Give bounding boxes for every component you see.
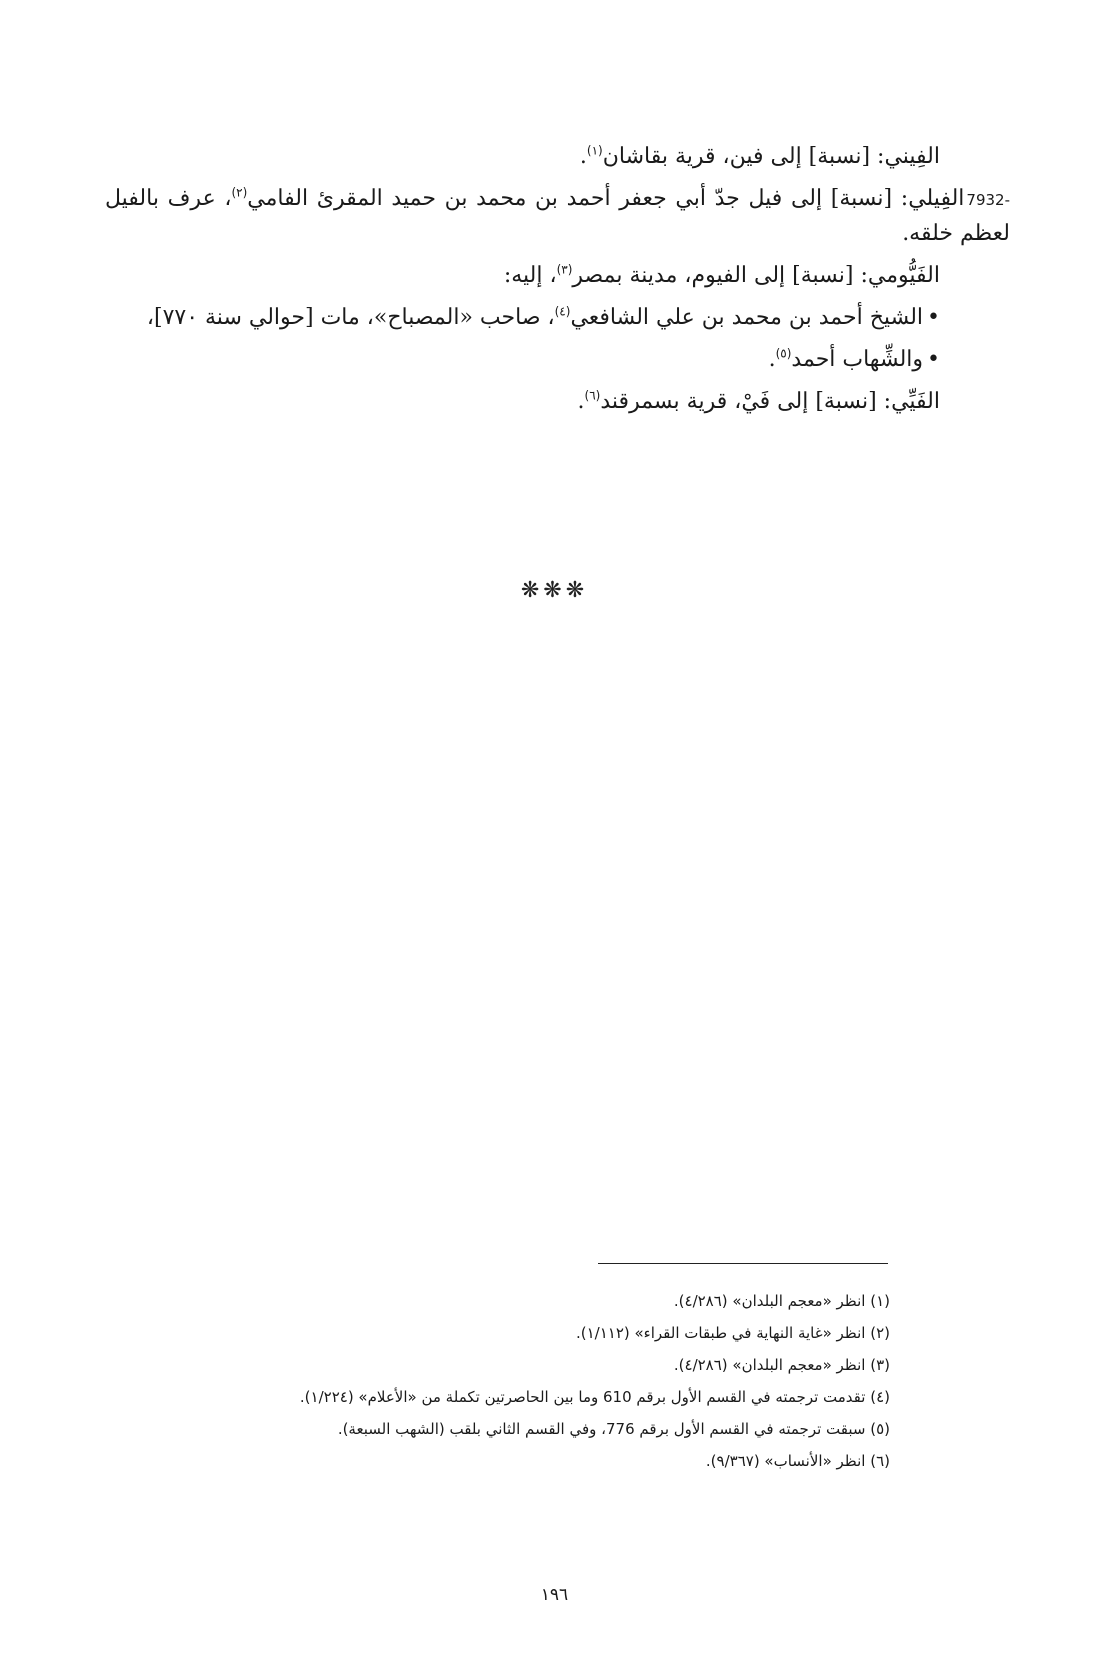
section-separator-icon: ❋❋❋: [520, 578, 589, 603]
footnote-1: (١) انظر «معجم البلدان» (٤/٢٨٦).: [673, 1292, 890, 1310]
footnote-marker: (٣): [556, 262, 573, 277]
entry-finy: الفِيني: [نسبة] إلى فين، قرية بقاشان$^{(١)}$.: [579, 143, 940, 169]
footnote-2: (٢) انظر «غاية النهاية في طبقات القراء» (١/١١٢).: [575, 1324, 890, 1342]
entry-fayyumi: الفَيُّومي: [نسبة] إلى الفيوم، مدينة بمصر$^{(٣)}$، إليه:: [503, 262, 940, 288]
footnote-5: (٥) سبقت ترجمته في القسم الأول برقم 776، وفي القسم الثاني بلقب (الشهب السبعة).: [337, 1420, 890, 1438]
footnote-4: (٤) تقدمت ترجمته في القسم الأول برقم 610 وما بين الحاصرتين تكملة من «الأعلام» (١/٢٢٤).: [299, 1388, 890, 1406]
entry-7932-fili: 7932-الفِيلي: [نسبة] إلى فيل جدّ أبي جعفر أحمد بن محمد بن حميد المقرئ الفامي$^{(٢)}$، عرف بالفيل لعظم خلقه.: [105, 185, 1010, 246]
sub-entry-shihab-ahmad: •والشِّهاب أحمد$^{(٥)}$.: [768, 346, 940, 372]
entry-fayyi: الفَيِّي: [نسبة] إلى فَيْ، قرية بسمرقند$^{(٦)}$.: [577, 388, 940, 414]
entry-number: 7932-: [966, 191, 1010, 209]
footnote-marker: (٤): [554, 304, 571, 319]
footnote-6: (٦) انظر «الأنساب» (٩/٣٦٧).: [705, 1452, 890, 1470]
footnote-marker: (٢): [231, 185, 248, 200]
footnote-marker: (١): [586, 143, 603, 158]
footnote-divider: [598, 1263, 888, 1264]
bullet-icon: •: [927, 347, 940, 372]
footnote-3: (٣) انظر «معجم البلدان» (٤/٢٨٦).: [673, 1356, 890, 1374]
main-text: [105, 140, 1010, 427]
sub-entry-ahmad-shafii: •الشيخ أحمد بن محمد بن علي الشافعي$^{(٤)}$، صاحب «المصباح»، مات [حوالي سنة ٧٧٠]،: [146, 304, 940, 330]
page-number: ١٩٦: [540, 1585, 569, 1605]
bullet-icon: •: [927, 305, 940, 330]
footnote-marker: (٦): [584, 388, 601, 403]
footnotes: [200, 1285, 890, 1477]
footnote-marker: (٥): [775, 346, 792, 361]
